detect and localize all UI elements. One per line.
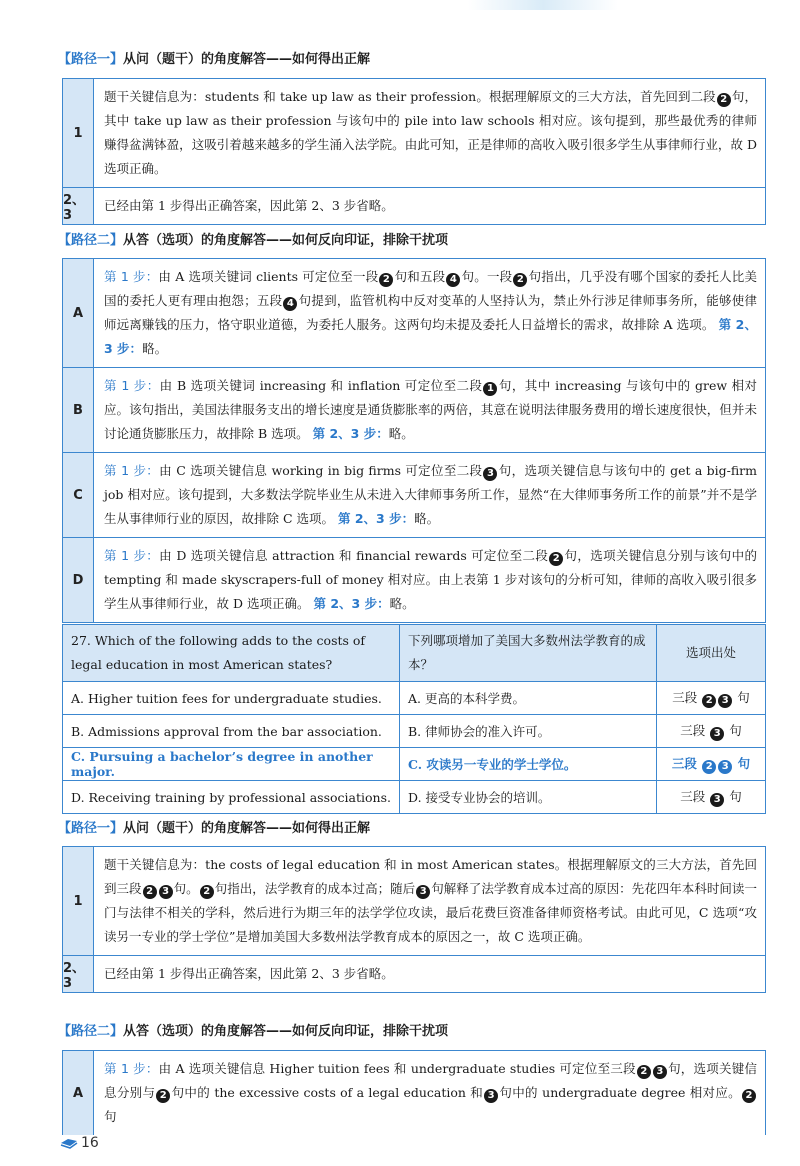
option-row-correct xyxy=(63,748,766,781)
explanation-row xyxy=(63,1051,765,1135)
sentence-number-icon: 2 xyxy=(549,552,563,566)
text-run: 句。 xyxy=(173,881,199,896)
text-run: 第 1 步： xyxy=(104,378,160,393)
text-run: 题干关键信息为：students 和 take up law as their profession。根据理解原文的三大方法，首先回到二段 xyxy=(104,89,716,104)
option-en: C. Pursuing a bachelor’s degree in another major. xyxy=(63,748,400,781)
sentence-number-icon: 2 xyxy=(143,885,157,899)
section-heading-path2 xyxy=(58,1022,448,1042)
row-text xyxy=(94,259,765,367)
text-run: 句，其中 increasing 与该句中的 grew 相对应。该句指出，美国法律服务支出的增长速度是通货膨胀率的两倍，其意在说明法律服务费用的增长速度很快，但并未讨论通货膨胀压力，故排除 B 选项。 xyxy=(104,378,757,441)
text-run: 句指出，法学教育的成本过高；随后 xyxy=(214,881,416,896)
book-icon xyxy=(60,1137,78,1149)
source-header: 选项出处 xyxy=(657,625,766,682)
sentence-number-icon: 2 xyxy=(379,273,393,287)
option-cn: D. 接受专业协会的培训。 xyxy=(400,781,657,814)
text-run: 由 D 选项关键信息 attraction 和 financial rewards 可定位至二段 xyxy=(159,548,549,563)
text-run: 句 xyxy=(737,756,751,771)
text-run: 第 2、3 步： xyxy=(312,426,389,441)
row-text xyxy=(94,538,765,622)
text-run: 句 xyxy=(729,789,742,804)
sentence-number-icon: 2 xyxy=(702,694,716,708)
heading-text: 从问（题干）的角度解答——如何得出正解 xyxy=(123,52,371,67)
sentence-number-icon: 3 xyxy=(159,885,173,899)
heading-tag: 【路径二】 xyxy=(58,233,124,248)
option-source xyxy=(657,748,766,781)
explanation-row xyxy=(63,452,765,537)
sentence-number-icon: 2 xyxy=(702,760,716,774)
explanation-row xyxy=(63,187,765,224)
sentence-number-icon: 2 xyxy=(156,1089,170,1103)
text-run: 由 B 选项关键词 increasing 和 inflation 可定位至二段 xyxy=(159,378,483,393)
explanation-row xyxy=(63,537,765,622)
text-run: 句指出，几乎没有哪个国家的委托人比美国的委托人更有理由抱怨；五段 xyxy=(104,269,757,308)
text-run: 第 1 步： xyxy=(104,1061,159,1076)
text-run: 题干关键信息为：the costs of legal education 和 in most American states。根据理解原文的三大方法，首先回到三段 xyxy=(104,857,757,896)
text-run: 句 xyxy=(737,690,750,705)
text-run: 三段 xyxy=(680,723,706,738)
text-run: 句和五段 xyxy=(394,269,446,284)
heading-text: 从问（题干）的角度解答——如何得出正解 xyxy=(123,821,371,836)
row-label: 2、3 xyxy=(63,956,94,992)
row-text xyxy=(94,368,765,452)
sentence-number-icon: 3 xyxy=(710,793,724,807)
option-en: D. Receiving training by professional associations. xyxy=(63,781,400,814)
text-run: 句中的 undergraduate degree 相对应。 xyxy=(499,1085,741,1100)
heading-tag: 【路径一】 xyxy=(58,821,124,836)
row-text xyxy=(94,453,765,537)
text-run: 已经由第 1 步得出正确答案，因此第 2、3 步省略。 xyxy=(104,198,394,213)
option-row xyxy=(63,715,766,748)
text-run: 略。 xyxy=(142,341,168,356)
row-label: 2、3 xyxy=(63,188,94,224)
question-table xyxy=(62,624,766,814)
explanation-row xyxy=(63,955,765,992)
explanation-row xyxy=(63,367,765,452)
option-row xyxy=(63,682,766,715)
row-text xyxy=(94,847,765,955)
row-text xyxy=(94,79,765,187)
text-run: 三段 xyxy=(680,789,706,804)
sentence-number-icon: 2 xyxy=(742,1089,756,1103)
row-label: 1 xyxy=(63,79,94,187)
sentence-number-icon: 2 xyxy=(717,93,731,107)
question-header-row xyxy=(63,625,766,682)
option-en: B. Admissions approval from the bar association. xyxy=(63,715,400,748)
sentence-number-icon: 3 xyxy=(484,1089,498,1103)
heading-tag: 【路径一】 xyxy=(58,52,124,67)
text-run: 已经由第 1 步得出正确答案，因此第 2、3 步省略。 xyxy=(104,966,394,981)
explanation-row xyxy=(63,259,765,367)
heading-text: 从答（选项）的角度解答——如何反向印证，排除干扰项 xyxy=(123,1024,449,1039)
sentence-number-icon: 4 xyxy=(446,273,460,287)
option-cn: C. 攻读另一专业的学士学位。 xyxy=(400,748,657,781)
sentence-number-icon: 3 xyxy=(483,467,497,481)
option-row xyxy=(63,781,766,814)
page-footer xyxy=(60,1134,99,1152)
text-run: 由 A 选项关键词 clients 可定位至一段 xyxy=(158,269,379,284)
path2-table-q27 xyxy=(62,1050,766,1135)
text-run: 句 xyxy=(729,723,742,738)
top-decoration xyxy=(468,0,618,10)
text-run: 三段 xyxy=(671,756,697,771)
heading-tag: 【路径二】 xyxy=(58,1024,124,1039)
section-heading-path2 xyxy=(58,231,448,251)
row-label: A xyxy=(63,1051,94,1135)
heading-text: 从答（选项）的角度解答——如何反向印证，排除干扰项 xyxy=(123,233,449,248)
text-run: 句，选项关键信息与该句中的 get a big-firm job 相对应。该句提到，大多数法学院毕业生从未进入大律师事务所工作，显然“在大律师事务所工作的前景”并不是学生从事律师行业的原因，故排除 C 选项。 xyxy=(104,463,758,526)
option-source xyxy=(657,781,766,814)
sentence-number-icon: 4 xyxy=(283,297,297,311)
page-number: 16 xyxy=(81,1135,99,1151)
sentence-number-icon: 2 xyxy=(200,885,214,899)
text-run: 略。 xyxy=(414,511,440,526)
text-run: 由 A 选项关键信息 Higher tuition fees 和 undergraduate studies 可定位至三段 xyxy=(158,1061,636,1076)
sentence-number-icon: 1 xyxy=(483,382,497,396)
text-run: 由 C 选项关键信息 working in big firms 可定位至二段 xyxy=(159,463,483,478)
text-run: 句 xyxy=(104,1109,117,1124)
path1-table xyxy=(62,78,766,225)
text-run: 句，选项关键信息分别与该句中的 tempting 和 made skyscrapers-full of money 相对应。由上表第 1 步对该句的分析可知，律师的高收入吸引很多学生从事律师行业，故 D 选项正确。 xyxy=(104,548,757,611)
text-run: 三段 xyxy=(672,690,698,705)
option-cn: A. 更高的本科学费。 xyxy=(400,682,657,715)
path2-table xyxy=(62,258,766,623)
row-text xyxy=(94,1051,765,1135)
text-run: 句解释了法学教育成本过高的原因：先花四年本科时间读一门与法律不相关的学科，然后进行为期三年的法学学位攻读，最后花费巨资准备律师资格考试。由此可见，C 选项“攻读另一专业的学士学位”是增加美国大多数州法学教育成本的原因之一，故 C 选项正确。 xyxy=(104,881,757,944)
text-run: 第 1 步： xyxy=(104,548,160,563)
text-run: 句提到，监管机构中反对变革的人坚持认为，禁止外行涉足律师事务所，能够使律师远离赚钱的压力，恪守职业道德，为委托人服务。这两句均未提及委托人日益增长的需求，故排除 A 选项。 xyxy=(104,293,757,332)
explanation-row xyxy=(63,847,765,955)
row-label: B xyxy=(63,368,94,452)
row-text xyxy=(94,188,765,224)
sentence-number-icon: 2 xyxy=(513,273,527,287)
text-run: 略。 xyxy=(389,596,415,611)
text-run: 句。一段 xyxy=(461,269,513,284)
path1-table-q27 xyxy=(62,846,766,993)
sentence-number-icon: 3 xyxy=(718,760,732,774)
row-label: A xyxy=(63,259,94,367)
text-run: 第 2、3 步： xyxy=(104,317,757,356)
row-label: D xyxy=(63,538,94,622)
explanation-row xyxy=(63,79,765,187)
text-run: 句，选项关键信息分别与 xyxy=(104,1061,757,1100)
sentence-number-icon: 3 xyxy=(710,727,724,741)
text-run: 句，其中 take up law as their profession 与该句中的 pile into law schools 相对应。该句提到，那些最优秀的律师赚得盆满钵盈，这吸引着越来越多的学生涌入法学院。由此可知，正是律师的高收入吸引很多学生从事律师行业，故 D 选项正确。 xyxy=(104,89,757,176)
text-run: 第 1 步： xyxy=(104,269,159,284)
sentence-number-icon: 3 xyxy=(416,885,430,899)
sentence-number-icon: 2 xyxy=(637,1065,651,1079)
question-en: 27. Which of the following adds to the costs of legal education in most American states? xyxy=(63,625,400,682)
question-cn: 下列哪项增加了美国大多数州法学教育的成本？ xyxy=(400,625,657,682)
text-run: 句中的 the excessive costs of a legal education 和 xyxy=(171,1085,484,1100)
text-run: 第 2、3 步： xyxy=(313,596,390,611)
sentence-number-icon: 3 xyxy=(718,694,732,708)
sentence-number-icon: 3 xyxy=(653,1065,667,1079)
option-source xyxy=(657,715,766,748)
text-run: 第 2、3 步： xyxy=(338,511,415,526)
text-run: 第 1 步： xyxy=(104,463,160,478)
option-en: A. Higher tuition fees for undergraduate studies. xyxy=(63,682,400,715)
row-label: 1 xyxy=(63,847,94,955)
section-heading-path1 xyxy=(58,819,370,839)
row-label: C xyxy=(63,453,94,537)
option-cn: B. 律师协会的准入许可。 xyxy=(400,715,657,748)
option-source xyxy=(657,682,766,715)
row-text xyxy=(94,956,765,992)
section-heading-path1 xyxy=(58,50,370,70)
text-run: 略。 xyxy=(388,426,414,441)
